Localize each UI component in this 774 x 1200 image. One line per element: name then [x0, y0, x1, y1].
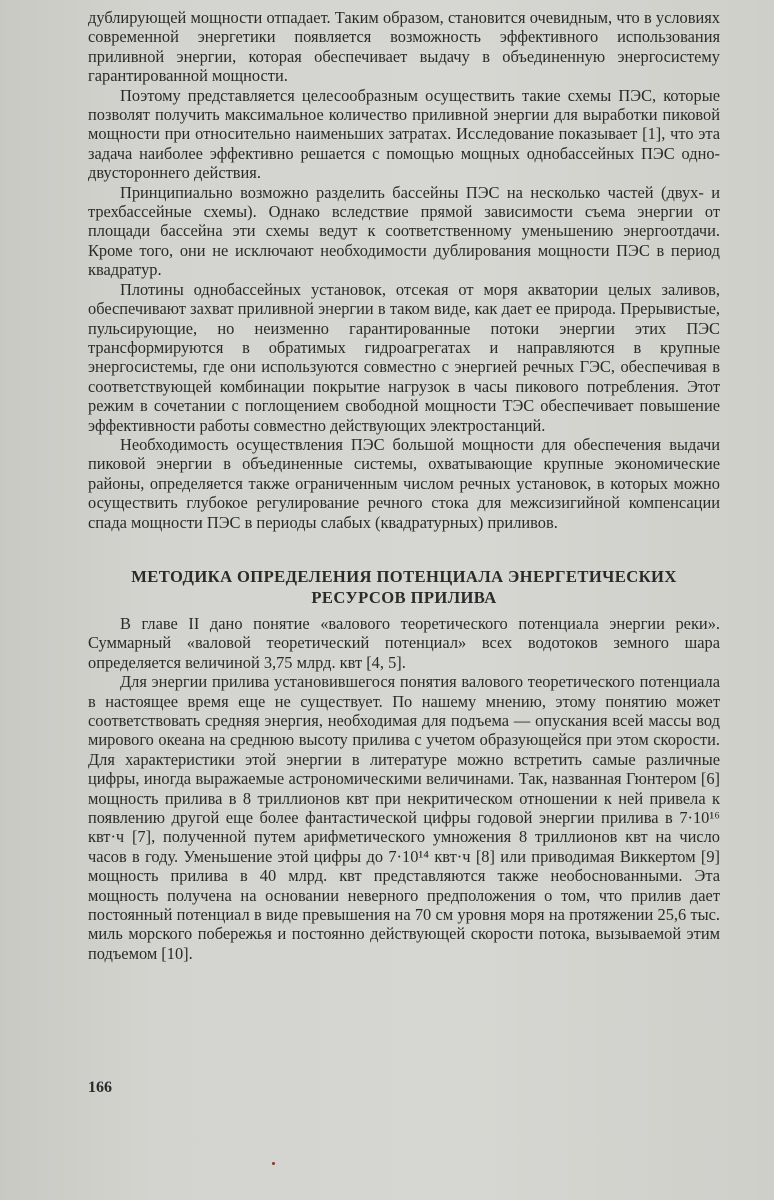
paragraph-3: Принципиально возможно разделить бассейны ПЭС на несколько частей (двух- и трехбассейные схемы). Однако вследствие прямой зависимости съема энергии от площади бассейна эти схемы ведут к соответственному уменьшению энергоотдачи. Кроме того, они не исключают необходимости дублирования мощности ПЭС в период квадратур. [88, 182, 720, 280]
section-heading-line2: РЕСУРСОВ ПРИЛИВА [311, 587, 497, 607]
paragraph-4: Плотины однобассейных установок, отсекая от моря акватории целых заливов, обеспечивают захват приливной энергии в таком виде, как дает ее природа. Прерывистые, пульсирующие, но неизменно гарантированные потоки энергии этих ПЭС трансформируются в обратимых гидроагрегатах и направляются в крупные энергосистемы, где они используются совместно с энергией речных ГЭС, обеспечивая в соответствующей комбинации покрытие нагрузок в часы пикового потребления. Этот режим в сочетании с поглощением свободной мощности ТЭС обеспечивает повышение эффективности работы совместно действующих электростанций. [88, 279, 720, 435]
section-heading [88, 566, 720, 608]
paragraph-5: Необходимость осуществления ПЭС большой мощности для обеспечения выдачи пиковой энергии в объединенные системы, охватывающие крупные экономические районы, определяется также ограниченным числом речных установок, в которых можно осуществить глубокое регулирование речного стока для межсизигийной компенсации спада мощности ПЭС в периоды слабых (квадратурных) приливов. [88, 434, 720, 532]
paragraph-2: Поэтому представляется целесообразным осуществить такие схемы ПЭС, которые позволят получить максимальное количество приливной энергии для выработки пиковой мощности при относительно наименьших затратах. Исследование показывает [1], что эта задача наиболее эффективно решается с помощью мощных однобассейных ПЭС одно-двустороннего действия. [88, 85, 720, 183]
section-heading-line1: МЕТОДИКА ОПРЕДЕЛЕНИЯ ПОТЕНЦИАЛА ЭНЕРГЕТИЧЕСКИХ [131, 566, 677, 586]
page-number: 166 [88, 1079, 112, 1096]
paragraph-6: В главе II дано понятие «валового теоретического потенциала энергии реки». Суммарный «валовой теоретический потенциал» всех водотоков земного шара определяется величиной 3,75 млрд. квт [4, 5]. [88, 613, 720, 672]
paragraph-1: дублирующей мощности отпадает. Таким образом, становится очевидным, что в условиях современной энергетики появляется возможность эффективного использования приливной энергии, которая обеспечивает выдачу в объединенную энергосистему гарантированной мощности. [88, 8, 720, 86]
page-text [88, 8, 720, 963]
paper-speck [272, 1162, 275, 1165]
paragraph-7: Для энергии прилива установившегося понятия валового теоретического потенциала в настоящее время еще не существует. По нашему мнению, этому понятию может соответствовать средняя энергия, необходимая для подъема — опускания всей массы вод мирового океана на среднюю высоту прилива с учетом образующейся при этом скорости. Для характеристики этой энергии в литературе можно встретить самые различные цифры, иногда выражаемые астрономическими величинами. Так, названная Гюнтером [6] мощность прилива в 8 триллионов квт при некритическом отношении к ней привела к появлению другой еще более фантастической цифры годовой энергии прилива в 7·10¹⁶ квт·ч [7], полученной путем арифметического умножения 8 триллионов квт на число часов в году. Уменьшение этой цифры до 7·10¹⁴ квт·ч [8] или приводимая Виккертом [9] мощность прилива в 40 млрд. квт представляются также необоснованными. Эта мощность получена на основании неверного предположения о том, что прилив дает постоянный потенциал в виде превышения на 70 см уровня моря на протяжении 25,6 тыс. миль морского побережья и постоянно действующей скорости потока, вызываемой этим подъемом [10]. [88, 672, 720, 963]
